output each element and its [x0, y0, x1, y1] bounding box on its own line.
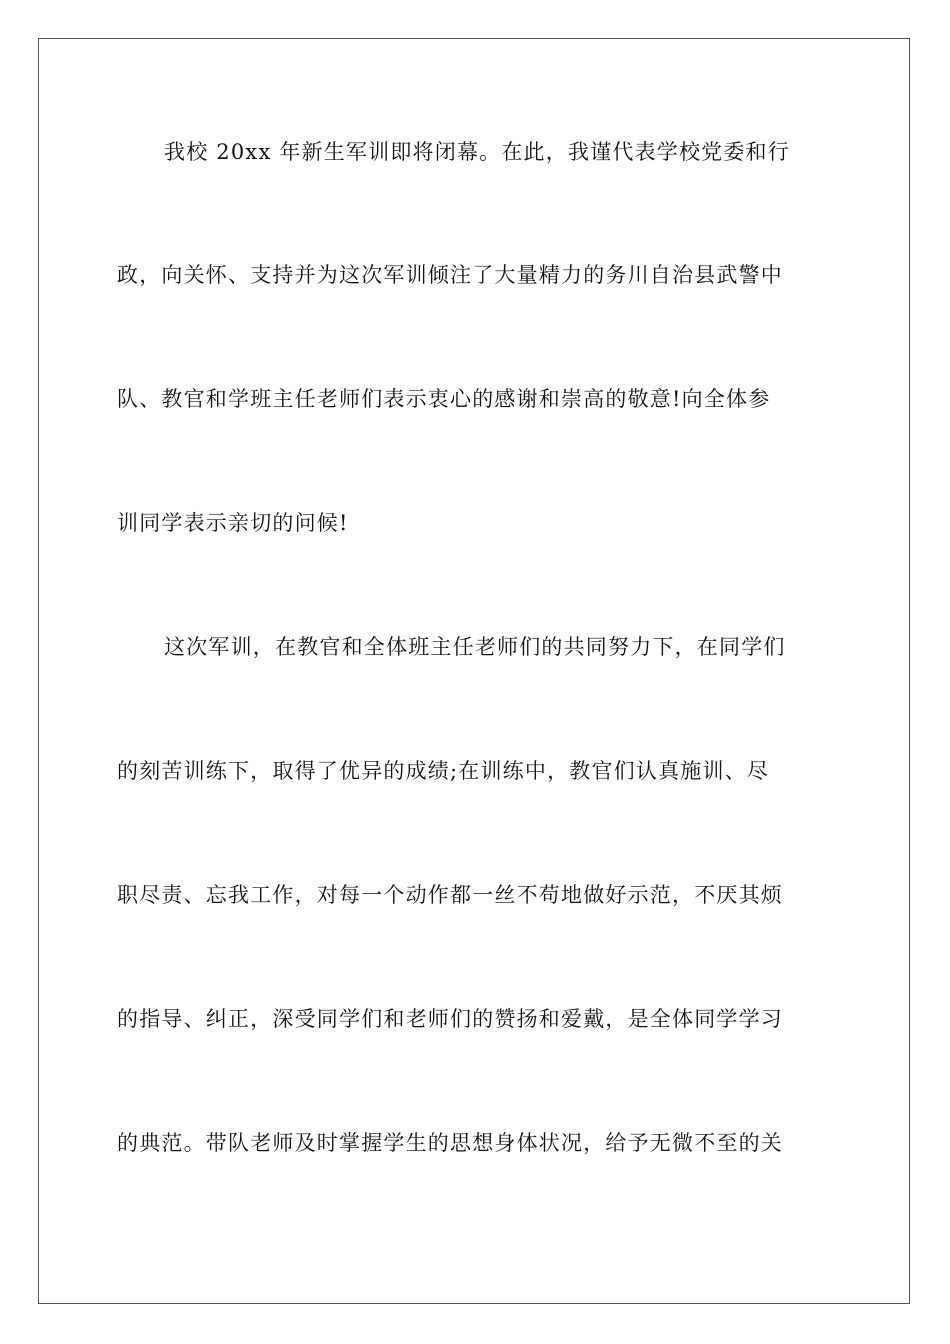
paragraph-1-line-2: 政，向关怀、支持并为这次军训倾注了大量精力的务川自治县武警中 [117, 263, 783, 287]
paragraph-1-line-3: 队、教官和学班主任老师们表示衷心的感谢和崇高的敬意!向全体参 [117, 387, 771, 411]
paragraph-1-line-1: 我校 20xx 年新生军训即将闭幕。在此，我谨代表学校党委和行 [164, 140, 790, 164]
paragraph-2-line-4: 的指导、纠正，深受同学们和老师们的赞扬和爱戴，是全体同学学习 [117, 1007, 783, 1031]
paragraph-2-line-3: 职尽责、忘我工作，对每一个动作都一丝不苟地做好示范，不厌其烦 [117, 883, 783, 907]
paragraph-2-line-1: 这次军训，在教官和全体班主任老师们的共同努力下，在同学们 [164, 635, 786, 659]
page-frame [38, 38, 910, 1304]
paragraph-2-line-2: 的刻苦训练下，取得了优异的成绩;在训练中，教官们认真施训、尽 [117, 759, 770, 783]
paragraph-2-line-5: 的典范。带队老师及时掌握学生的思想身体状况，给予无微不至的关 [117, 1131, 783, 1155]
paragraph-1-line-4: 训同学表示亲切的问候! [117, 511, 349, 535]
